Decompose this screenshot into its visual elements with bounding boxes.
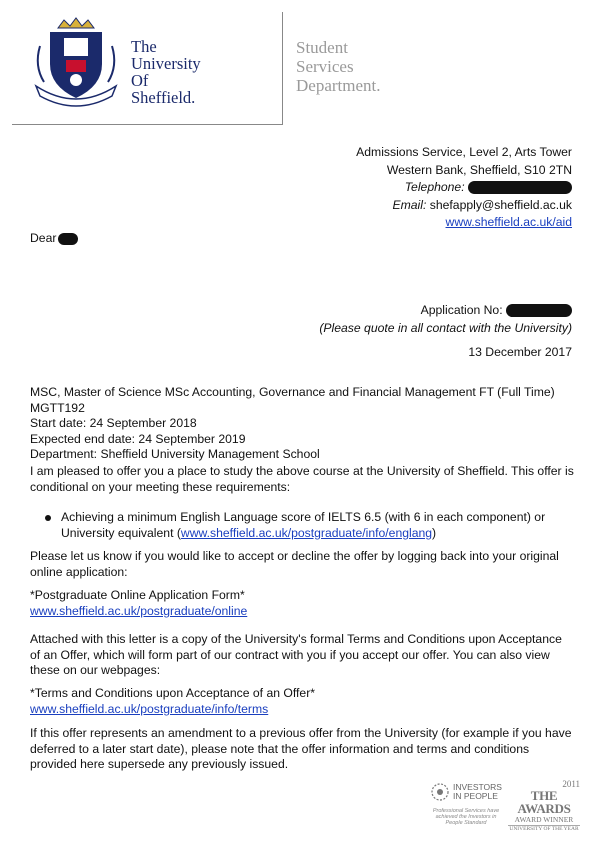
telephone-line: [356, 179, 572, 197]
dept-name-line: Services: [296, 57, 354, 76]
online-form-link[interactable]: www.sheffield.ac.uk/postgraduate/online: [30, 603, 248, 618]
application-label: Application No:: [420, 303, 503, 317]
course-code: MGTT192: [30, 400, 85, 415]
uni-name-line: University: [131, 54, 201, 73]
address-line: Admissions Service, Level 2, Arts Tower: [356, 145, 572, 159]
the-awards-logo: [508, 780, 580, 833]
telephone-label: Telephone:: [404, 180, 465, 194]
salutation: [30, 231, 78, 245]
requirement-list-item: [45, 510, 565, 541]
email-label: Email:: [392, 197, 427, 212]
iip-caption: Professional Services have achieved the Investors in People Standard: [432, 808, 500, 826]
requirement-text: Achieving a minimum English Language score of IELTS 6.5 (with 6 in each component) or University equivalent (: [61, 510, 546, 540]
course-title: MSC, Master of Science MSc Accounting, Governance and Financial Management FT (Full Time): [30, 385, 555, 399]
course-end: Expected end date: 24 September 2019: [30, 431, 246, 446]
terms-title: *Terms and Conditions upon Acceptance of an Offer*: [30, 686, 315, 700]
awards-sub: AWARD WINNER: [514, 815, 574, 824]
salutation-text: Dear: [30, 231, 57, 245]
offer-paragraph: I am pleased to offer you a place to study the above course at the University of Sheffield. This offer is conditional on your meeting these requirements:: [30, 464, 574, 494]
attached-paragraph: Attached with this letter is a copy of the University's formal Terms and Conditions upon Acceptance of an Offer, which will form part of our contract with you if you accept our offer. You can also view these on our webpages:: [30, 632, 562, 678]
investors-in-people-logo: [430, 782, 502, 826]
course-details: [30, 385, 555, 463]
awards-title: THE AWARDS: [517, 788, 571, 816]
requirement-close: ): [432, 525, 437, 540]
bullet-icon: [45, 515, 51, 521]
email-value[interactable]: shefapply@sheffield.ac.uk: [429, 197, 572, 212]
application-number-block: [319, 302, 572, 337]
dept-name-line: Department.: [296, 76, 381, 95]
terms-link[interactable]: www.sheffield.ac.uk/postgraduate/info/terms: [30, 701, 269, 716]
course-department: Department: Sheffield University Management School: [30, 447, 320, 462]
amendment-paragraph: If this offer represents an amendment to a previous offer from the University (for example if you have deferred to a later start date), please note that the offer information and terms and conditions provided here supersede any previously issued.: [30, 726, 572, 772]
requirement-text-block: [61, 510, 565, 541]
address-line: Western Bank, Sheffield, S10 2TN: [386, 162, 572, 177]
course-start: Start date: 24 September 2018: [30, 416, 197, 431]
online-form-title: *Postgraduate Online Application Form*: [30, 588, 245, 602]
englang-link[interactable]: www.sheffield.ac.uk/postgraduate/info/englang: [180, 525, 433, 540]
accept-paragraph: Please let us know if you would like to accept or decline the offer by logging back into your original online application:: [30, 549, 559, 579]
iip-circle-icon: [430, 782, 450, 802]
application-note: (Please quote in all contact with the University): [319, 320, 572, 335]
university-name: [131, 38, 201, 106]
redacted-application-number: [506, 304, 572, 317]
redacted-name: [58, 233, 78, 245]
uni-name-line: The: [131, 37, 157, 56]
letter-date: 13 December 2017: [468, 345, 572, 359]
iip-line: INVESTORS: [453, 782, 502, 792]
department-name: [296, 38, 381, 95]
web-link[interactable]: www.sheffield.ac.uk/aid: [445, 215, 572, 229]
awards-sub2: UNIVERSITY OF THE YEAR: [509, 826, 579, 832]
awards-year: 2011: [562, 779, 580, 789]
uni-name-line: Sheffield.: [131, 88, 196, 107]
uni-name-line: Of: [131, 71, 149, 90]
redacted-telephone: [468, 181, 572, 194]
online-form-block: [30, 588, 575, 619]
email-line: [356, 197, 572, 215]
sender-address: [356, 144, 572, 232]
terms-block: [30, 686, 575, 717]
dept-name-line: Student: [296, 38, 348, 57]
university-crest-icon: [28, 16, 124, 112]
iip-line: IN PEOPLE: [453, 791, 498, 801]
